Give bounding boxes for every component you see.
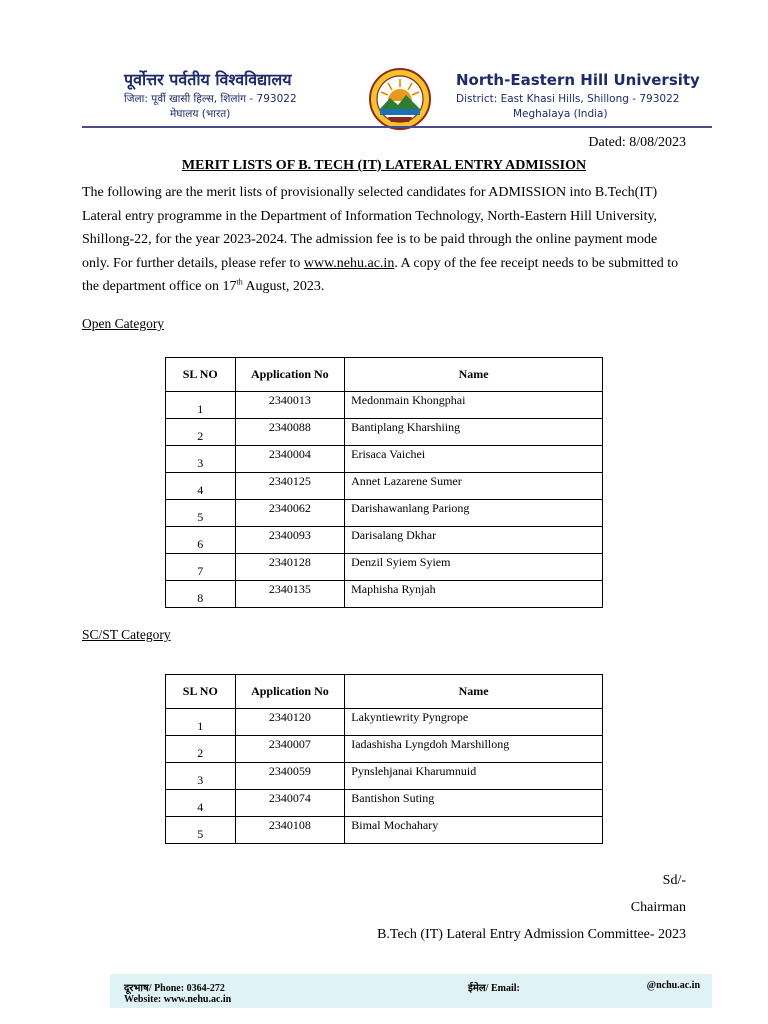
date-line: Dated: 8/08/2023 bbox=[588, 135, 686, 150]
table-row bbox=[166, 473, 603, 500]
scst-category-label: SC/ST Category bbox=[82, 627, 171, 642]
cell-sl-no: 4 bbox=[166, 790, 236, 817]
scst-category-rows bbox=[166, 709, 603, 844]
table-row bbox=[166, 419, 603, 446]
cell-sl-no: 1 bbox=[166, 709, 236, 736]
cell-name: Lakyntiewrity Pyngrope bbox=[345, 709, 603, 736]
col-header-sl: SL NO bbox=[166, 358, 236, 392]
header-divider bbox=[82, 126, 712, 128]
english-district: District: East Khasi Hills, Shillong - 793022 bbox=[456, 93, 680, 105]
cell-application-no: 2340135 bbox=[235, 581, 345, 608]
cell-application-no: 2340108 bbox=[235, 817, 345, 844]
intro-superscript: th bbox=[236, 277, 243, 287]
table-row bbox=[166, 581, 603, 608]
cell-name: Denzil Syiem Syiem bbox=[345, 554, 603, 581]
cell-sl-no: 2 bbox=[166, 736, 236, 763]
footer-phone: दूरभाष/ Phone: 0364-272 bbox=[124, 983, 225, 994]
cell-sl-no: 5 bbox=[166, 500, 236, 527]
cell-name: Erisaca Vaichei bbox=[345, 446, 603, 473]
hindi-university-name: पूर्वोत्तर पर्वतीय विश्वविद्यालय bbox=[124, 70, 292, 89]
cell-application-no: 2340093 bbox=[235, 527, 345, 554]
table-header-row bbox=[166, 675, 603, 709]
col-header-application: Application No bbox=[235, 358, 345, 392]
cell-sl-no: 7 bbox=[166, 554, 236, 581]
footer-email-label: ईमेल/ Email: bbox=[468, 983, 520, 994]
committee-name: B.Tech (IT) Lateral Entry Admission Committee- 2023 bbox=[377, 927, 686, 942]
intro-text-1: The following are the merit lists of provisionally selected candidates for ADMISSION into B.Tech(IT) Lateral entry programme in the Department of Information Technology, North-Eastern Hill University, Shillong-22, for the year 2023-2024. The admission fee is to be paid through the online payment mode only. For further details, please refer to bbox=[82, 185, 658, 271]
cell-sl-no: 3 bbox=[166, 763, 236, 790]
cell-name: Annet Lazarene Sumer bbox=[345, 473, 603, 500]
open-category-table bbox=[165, 357, 603, 608]
cell-sl-no: 5 bbox=[166, 817, 236, 844]
cell-sl-no: 4 bbox=[166, 473, 236, 500]
cell-name: Bantiplang Kharshiing bbox=[345, 419, 603, 446]
col-header-name: Name bbox=[345, 675, 603, 709]
intro-text-3: August, 2023. bbox=[242, 279, 325, 294]
cell-application-no: 2340062 bbox=[235, 500, 345, 527]
cell-sl-no: 2 bbox=[166, 419, 236, 446]
table-row bbox=[166, 709, 603, 736]
university-emblem-icon bbox=[368, 67, 432, 131]
cell-name: Darisalang Dkhar bbox=[345, 527, 603, 554]
cell-application-no: 2340125 bbox=[235, 473, 345, 500]
cell-name: Pynslehjanai Kharumnuid bbox=[345, 763, 603, 790]
cell-application-no: 2340088 bbox=[235, 419, 345, 446]
table-header-row bbox=[166, 358, 603, 392]
table-row bbox=[166, 392, 603, 419]
open-category-rows bbox=[166, 392, 603, 608]
footer-email-domain: @nchu.ac.in bbox=[646, 980, 700, 991]
cell-name: Bimal Mochahary bbox=[345, 817, 603, 844]
table-row bbox=[166, 446, 603, 473]
cell-name: Medonmain Khongphai bbox=[345, 392, 603, 419]
cell-application-no: 2340004 bbox=[235, 446, 345, 473]
intro-text-2: . A copy of the fee receipt needs to be submitted to the department office on 17 bbox=[82, 255, 679, 294]
cell-name: Bantishon Suting bbox=[345, 790, 603, 817]
scst-category-table bbox=[165, 674, 603, 844]
document-title: MERIT LISTS OF B. TECH (IT) LATERAL ENTRY ADMISSION bbox=[181, 158, 587, 173]
intro-paragraph bbox=[82, 181, 686, 299]
footer-website: Website: www.nehu.ac.in bbox=[124, 994, 232, 1005]
cell-name: Darishawanlang Pariong bbox=[345, 500, 603, 527]
table-row bbox=[166, 763, 603, 790]
cell-application-no: 2340128 bbox=[235, 554, 345, 581]
table-row bbox=[166, 736, 603, 763]
header-english bbox=[456, 70, 726, 121]
cell-sl-no: 6 bbox=[166, 527, 236, 554]
table-row bbox=[166, 817, 603, 844]
hindi-state: मेघालय (भारत) bbox=[170, 108, 231, 120]
open-category-label: Open Category bbox=[82, 316, 165, 331]
cell-application-no: 2340074 bbox=[235, 790, 345, 817]
header-hindi bbox=[124, 70, 344, 121]
hindi-district: जिला: पूर्वी खासी हिल्स, शिलांग - 793022 bbox=[124, 93, 297, 105]
signatory-role: Chairman bbox=[630, 900, 686, 915]
cell-application-no: 2340013 bbox=[235, 392, 345, 419]
table-row bbox=[166, 554, 603, 581]
english-state: Meghalaya (India) bbox=[513, 108, 608, 120]
cell-application-no: 2340120 bbox=[235, 709, 345, 736]
cell-sl-no: 8 bbox=[166, 581, 236, 608]
table-row bbox=[166, 527, 603, 554]
cell-name: Maphisha Rynjah bbox=[345, 581, 603, 608]
english-university-name: North-Eastern Hill University bbox=[456, 71, 700, 89]
cell-sl-no: 1 bbox=[166, 392, 236, 419]
col-header-name: Name bbox=[345, 358, 603, 392]
cell-sl-no: 3 bbox=[166, 446, 236, 473]
table-row bbox=[166, 500, 603, 527]
cell-application-no: 2340059 bbox=[235, 763, 345, 790]
col-header-sl: SL NO bbox=[166, 675, 236, 709]
table-row bbox=[166, 790, 603, 817]
signature-sd: Sd/- bbox=[662, 873, 686, 888]
cell-application-no: 2340007 bbox=[235, 736, 345, 763]
page-footer bbox=[110, 974, 712, 1008]
university-website-link[interactable]: www.nehu.ac.in bbox=[303, 255, 395, 271]
cell-name: Iadashisha Lyngdoh Marshillong bbox=[345, 736, 603, 763]
col-header-application: Application No bbox=[235, 675, 345, 709]
